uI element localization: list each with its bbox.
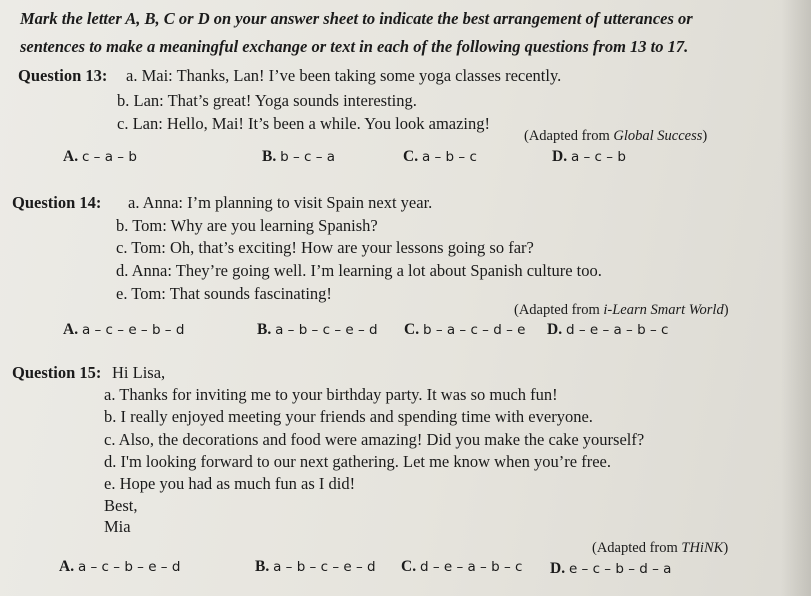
q15-signature: Mia [104,517,131,536]
q13-option-c-text: a – b – c [421,149,477,165]
q14-option-d-letter: D. [547,321,563,338]
q13-title: Question 13: [18,66,108,85]
q15-option-d-letter: D. [550,560,566,577]
instructions-line-1: Mark the letter A, B, C or D on your answer sheet to indicate the best arrangement of utterances or [20,9,693,28]
q15-option-d-text: e – c – b – d – a [568,561,672,577]
q15-option-c-text: d – e – a – b – c [419,559,523,575]
q14-option-c[interactable] [404,321,525,339]
q13-option-d-text: a – c – b [570,149,626,165]
q15-line-b: b. I really enjoyed meeting your friends and spending time with everyone. [104,407,593,426]
q14-option-d[interactable] [547,321,668,339]
q15-option-b[interactable] [255,558,376,576]
q13-option-a-text: c – a – b [81,149,137,165]
q13-option-d-letter: D. [552,148,568,165]
q14-line-b: b. Tom: Why are you learning Spanish? [116,216,378,235]
q14-line-d: d. Anna: They’re going well. I’m learning a lot about Spanish culture too. [116,261,602,280]
q13-option-a-letter: A. [63,148,79,165]
q13-source [524,128,707,145]
q15-option-c[interactable] [401,558,522,576]
q13-source-suffix: ) [702,128,708,144]
q13-option-c-letter: C. [403,148,419,165]
q15-source [592,540,728,557]
q13-source-name: Global Success [613,128,703,144]
q14-line-c: c. Tom: Oh, that’s exciting! How are your lessons going so far? [116,238,534,257]
q13-line-a: a. Mai: Thanks, Lan! I’ve been taking some yoga classes recently. [126,66,562,85]
q15-title: Question 15: [12,363,102,382]
q15-line-c: c. Also, the decorations and food were amazing! Did you make the cake yourself? [104,430,645,449]
q15-source-prefix: (Adapted from [592,540,682,556]
q14-line-e: e. Tom: That sounds fascinating! [116,284,332,303]
q13-option-c[interactable] [403,148,477,166]
q15-option-c-letter: C. [401,558,417,575]
q14-option-c-letter: C. [404,321,420,338]
q13-option-b-letter: B. [262,148,277,165]
q15-option-b-letter: B. [255,558,270,575]
q15-line-a: a. Thanks for inviting me to your birthday party. It was so much fun! [104,385,558,404]
q13-line-c: c. Lan: Hello, Mai! It’s been a while. You look amazing! [117,114,490,133]
instructions-line-2: sentences to make a meaningful exchange or text in each of the following questions from 13 to 17. [20,37,689,56]
q15-greeting: Hi Lisa, [112,363,166,382]
q14-option-a[interactable] [63,321,184,339]
q13-option-d[interactable] [552,148,626,166]
q15-option-b-text: a – b – c – e – d [273,559,376,575]
q14-option-d-text: d – e – a – b – c [565,322,669,338]
q14-source [514,302,729,319]
page-edge-shadow [781,0,811,596]
q15-line-d: d. I'm looking forward to our next gathering. Let me know when you’re free. [104,452,611,471]
q13-option-a[interactable] [63,148,137,166]
q15-option-a-text: a – c – b – e – d [77,559,181,575]
q15-option-d[interactable] [550,560,671,578]
q13-option-b-text: b – c – a [280,149,336,165]
q13-source-prefix: (Adapted from [524,128,614,144]
q14-source-prefix: (Adapted from [514,302,604,318]
q14-option-a-letter: A. [63,321,79,338]
q15-line-e: e. Hope you had as much fun as I did! [104,474,356,493]
q15-closing: Best, [104,496,138,515]
q14-option-a-text: a – c – e – b – d [81,322,185,338]
q14-line-a: a. Anna: I’m planning to visit Spain next year. [128,193,433,212]
q15-option-a-letter: A. [59,558,75,575]
q14-title: Question 14: [12,193,102,212]
q14-option-b-letter: B. [257,321,272,338]
q15-option-a[interactable] [59,558,180,576]
q15-source-name: THiNK [681,540,724,556]
q14-source-name: i-Learn Smart World [603,302,724,318]
q14-option-b[interactable] [257,321,378,339]
q14-option-b-text: a – b – c – e – d [275,322,378,338]
q13-line-b: b. Lan: That’s great! Yoga sounds interesting. [117,91,417,110]
q14-source-suffix: ) [723,302,729,318]
q14-option-c-text: b – a – c – d – e [422,322,526,338]
q13-option-b[interactable] [262,148,335,166]
q15-source-suffix: ) [723,540,729,556]
